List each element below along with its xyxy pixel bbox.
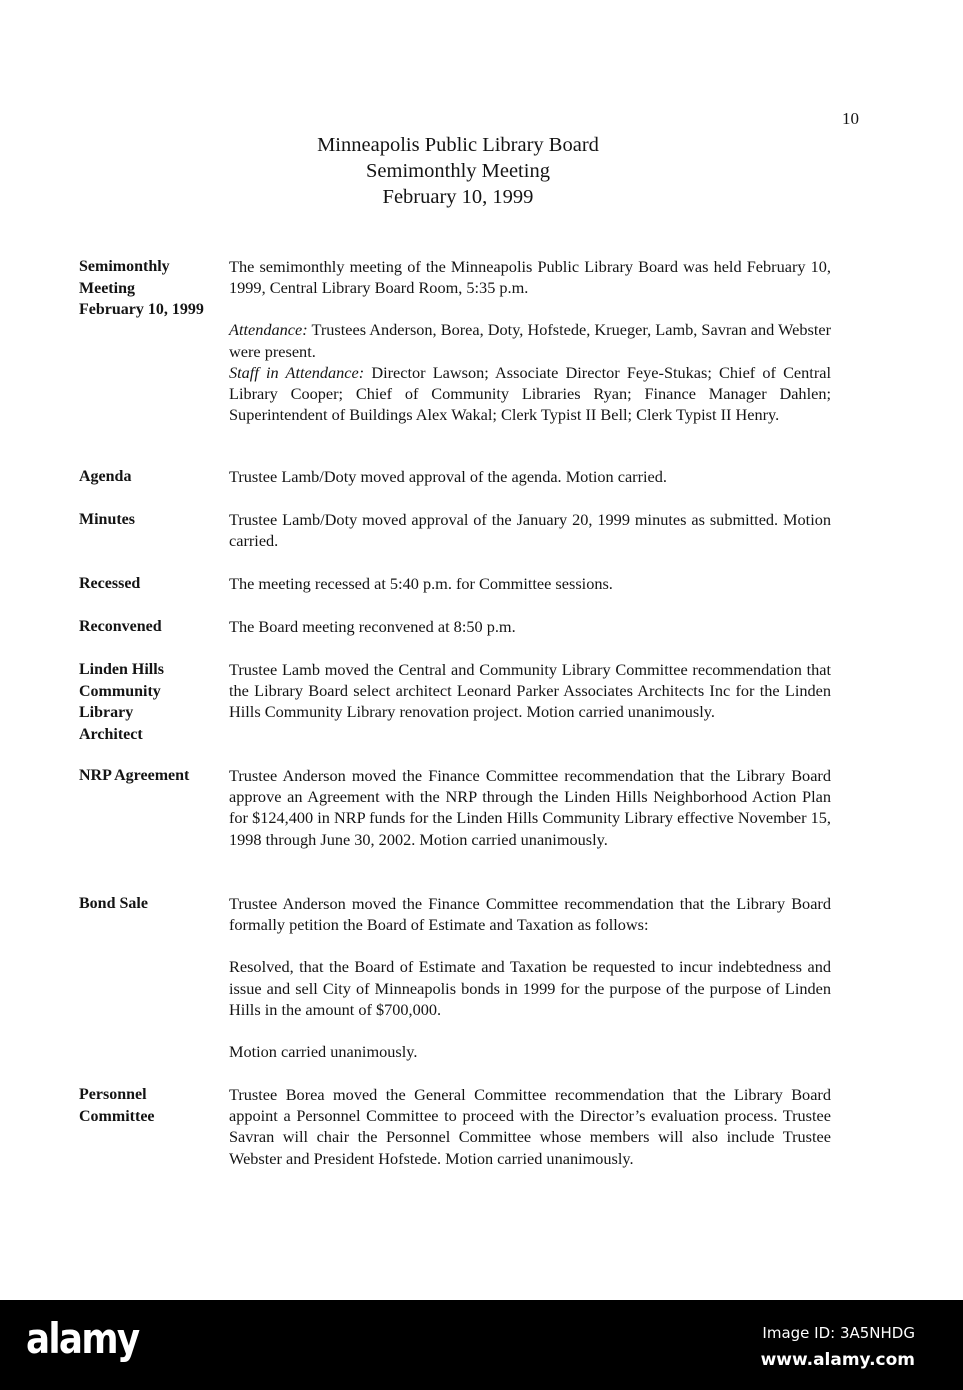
paragraph: Trustee Borea moved the General Committee recommendation that the Library Board appoint a Personnel Committee to proceed with the Director’s evaluation process. Trustee Savran will chair the Personnel Committee whose members will also include Trustee Webster and President Hofstede. Motion carried unanimously. [229, 1085, 831, 1168]
watermark-url: www.alamy.com [760, 1350, 915, 1370]
paragraph: The Board meeting reconvened at 8:50 p.m. [229, 617, 516, 636]
section-personnel-committee [79, 1084, 831, 1169]
staff-label: Staff in Attendance: [229, 362, 365, 382]
paragraph: The semimonthly meeting of the Minneapolis Public Library Board was held February 10, 1999, Central Library Board Room, 5:35 p.m. [229, 257, 831, 298]
page-number: 10 [842, 109, 859, 128]
staff-text: Director Lawson; Associate Director Feye-Stukas; Chief of Central Library Cooper; Chief of Community Libraries Ryan; Finance Manager Dahlen; Superintendent of Buildings Alex Wakal; Clerk Typist II Bell; Clerk Typist II Henry. [229, 362, 831, 425]
section-label [79, 509, 229, 531]
label-line: Recessed [79, 575, 141, 592]
label-line: Agenda [79, 468, 132, 485]
paragraph: Trustee Lamb/Doty moved approval of the agenda. Motion carried. [229, 467, 667, 486]
title-line: Minneapolis Public Library Board [317, 134, 599, 156]
label-line: Reconvened [79, 618, 162, 635]
paragraph: The meeting recessed at 5:40 p.m. for Committee sessions. [229, 574, 613, 593]
section-semimonthly-meeting [79, 256, 831, 425]
label-line: Committee [79, 1107, 155, 1125]
section-label [79, 256, 229, 321]
staff-paragraph [229, 362, 831, 426]
label-line: NRP Agreement [79, 767, 190, 784]
section-reconvened [79, 616, 831, 637]
label-line: Bond Sale [79, 895, 148, 912]
label-line: February 10, 1999 [79, 301, 204, 318]
title-line: Semimonthly Meeting [366, 160, 550, 182]
paragraph: Motion carried unanimously. [229, 1042, 418, 1062]
label-line: Library [79, 704, 134, 721]
section-label [79, 893, 229, 915]
label-line: Architect [79, 725, 143, 743]
paragraph: Trustee Lamb moved the Central and Community Library Committee recommendation that the Library Board select architect Leonard Parker Associates Architects Inc for the Linden Hills Community Library renovation project. Motion carried unanimously. [229, 660, 831, 722]
attendance-text: Trustees Anderson, Borea, Doty, Hofstede, Krueger, Lamb, Savran and Webster were present. [229, 320, 831, 361]
paragraph: Trustee Anderson moved the Finance Committee recommendation that the Library Board formally petition the Board of Estimate and Taxation as follows: [229, 894, 831, 935]
image-id: Image ID: 3A5NHDG [762, 1324, 915, 1342]
section-bond-sale [79, 893, 831, 1062]
label-line: Minutes [79, 511, 135, 528]
label-line: Personnel [79, 1086, 147, 1103]
label-line: Meeting [79, 279, 135, 297]
section-nrp-agreement [79, 765, 831, 850]
label-line: Semimonthly [79, 258, 170, 275]
section-label [79, 765, 229, 787]
section-label [79, 466, 229, 488]
title-line: February 10, 1999 [382, 186, 534, 208]
label-line: Community [79, 682, 161, 700]
paragraph: Trustee Lamb/Doty moved approval of the January 20, 1999 minutes as submitted. Motion carried. [229, 510, 831, 551]
watermark-bar [0, 1300, 963, 1390]
paragraph: Trustee Anderson moved the Finance Committee recommendation that the Library Board approve an Agreement with the NRP through the Linden Hills Neighborhood Action Plan for $124,400 in NRP funds for the Linden Hills Community Library effective November 15, 1998 through June 30, 2002. Motion carried unanimously. [229, 766, 831, 849]
section-linden-hills-architect [79, 659, 831, 743]
attendance-label: Attendance: [229, 320, 308, 340]
section-label [79, 573, 229, 595]
section-recessed [79, 573, 831, 594]
section-label [79, 1084, 229, 1127]
resolution-paragraph: Resolved, that the Board of Estimate and Taxation be requested to incur indebtedness and issue and sell City of Minneapolis bonds in 1999 for the purpose of the purpose of Linden Hills in the amount of $700,000. [229, 957, 831, 1019]
section-agenda [79, 466, 831, 487]
document-title [0, 132, 916, 210]
section-label [79, 659, 229, 745]
label-line: Linden Hills [79, 661, 164, 678]
attendance-paragraph [229, 319, 831, 361]
section-label [79, 616, 229, 638]
section-minutes [79, 509, 831, 551]
alamy-logo: alamy [26, 1314, 139, 1363]
